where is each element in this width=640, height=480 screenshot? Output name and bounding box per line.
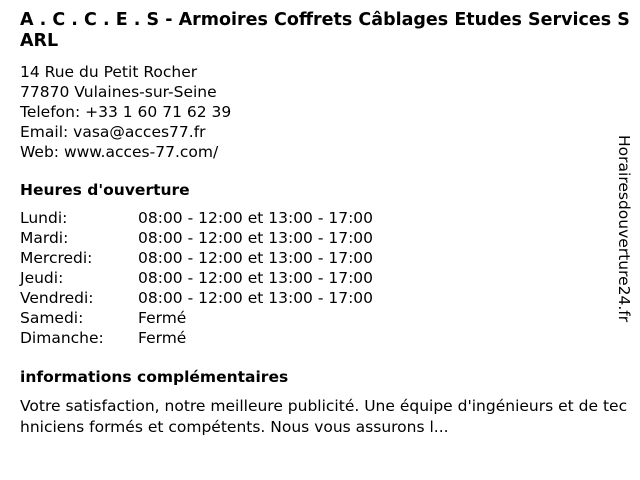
additional-info-text: Votre satisfaction, notre meilleure publicité. Une équipe d'ingénieurs et de techniciens formés et compétents. Nous vous assurons l... [20,397,628,436]
hours-row-friday [20,288,610,308]
website-link[interactable]: Web: www.acces-77.com/ [20,143,219,161]
hours-row-thursday [20,268,610,288]
hours-row-sunday [20,328,610,348]
day-label: Lundi: [20,209,68,227]
address-block [20,62,610,162]
day-label: Samedi: [20,309,84,327]
day-hours: 08:00 - 12:00 et 13:00 - 17:00 [138,289,374,307]
hours-row-tuesday [20,228,610,248]
street-address: 14 Rue du Petit Rocher [20,63,198,81]
day-label: Mardi: [20,229,69,247]
day-label: Vendredi: [20,289,94,307]
additional-info-title: informations complémentaires [20,368,289,386]
opening-hours-table [20,208,610,348]
company-name: A . C . C . E . S - Armoires Coffrets Câblages Etudes Services SARL [20,10,630,51]
day-label: Dimanche: [20,329,104,347]
phone-number[interactable]: Telefon: +33 1 60 71 62 39 [20,103,232,121]
day-hours: Fermé [138,329,187,347]
city-address: 77870 Vulaines-sur-Seine [20,83,217,101]
day-hours: 08:00 - 12:00 et 13:00 - 17:00 [138,249,374,267]
day-hours: Fermé [138,309,187,327]
hours-row-wednesday [20,248,610,268]
day-label: Jeudi: [20,269,64,287]
day-label: Mercredi: [20,249,93,267]
day-hours: 08:00 - 12:00 et 13:00 - 17:00 [138,269,374,287]
hours-row-monday [20,208,610,228]
site-watermark: Horairesdouverture24.fr [615,135,633,323]
opening-hours-title: Heures d'ouverture [20,181,190,199]
day-hours: 08:00 - 12:00 et 13:00 - 17:00 [138,209,374,227]
email-address[interactable]: Email: vasa@acces77.fr [20,123,206,141]
day-hours: 08:00 - 12:00 et 13:00 - 17:00 [138,229,374,247]
hours-row-saturday [20,308,610,328]
